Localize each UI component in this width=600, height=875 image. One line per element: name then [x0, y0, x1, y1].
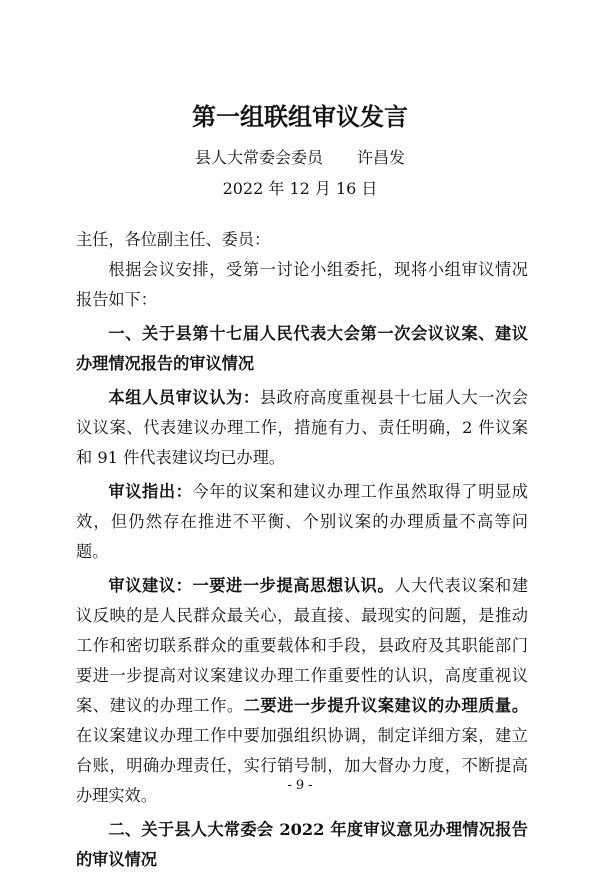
paragraph-text: 在议案建议办理工作中要加强组织协调，制定详细方案，建立台账，明确办理责任，实行销号制，加大督办力度，不断提高办理实效。	[76, 726, 528, 805]
document-date: 2022 年 12 月 16 日	[222, 179, 378, 198]
section-1-paragraph-1	[76, 383, 528, 473]
recommendation-point-2: 二要进一步提升议案建议的办理质量。	[243, 696, 529, 715]
paragraph-text: 今年的议案和建议办理工作虽然取得了明显成效，但仍然存在推进不平衡、个别议案的办理质量不高等问题。	[76, 482, 528, 561]
paragraph-text: 人大代表议案和建议反映的是人民群众最关心，最直接、最现实的问题，是推动工作和密切联系群众的重要载体和手段，县政府及其职能部门要进一步提高对议案建议办理工作重要性的认识，高度重视议案、建议的办理工作。	[76, 576, 529, 715]
page-number: - 9 -	[287, 778, 313, 793]
document-title: 第一组联组审议发言	[192, 102, 408, 131]
author-name: 许昌发	[357, 148, 406, 167]
paragraph-text: 县政府高度重视县十七届人大一次会议议案、代表建议办理工作，措施有力、责任明确，2 件议案和 91 件代表建议均已办理。	[76, 388, 529, 467]
salutation: 主任，各位副主任、委员：	[76, 230, 271, 249]
paragraph-label: 审议指出：	[108, 482, 193, 501]
section-1-heading: 一、关于县第十七届人民代表大会第一次会议议案、建议办理情况报告的审议情况	[76, 324, 528, 373]
paragraph-label: 审议建议：	[108, 576, 193, 595]
paragraph-label: 本组人员审议认为：	[108, 388, 260, 407]
intro-paragraph: 根据会议安排，受第一讨论小组委托，现将小组审议情况报告如下：	[76, 260, 528, 309]
section-1-paragraph-2	[76, 477, 528, 567]
section-1-paragraph-3	[76, 571, 528, 811]
author-position: 县人大常委会委员	[194, 148, 323, 167]
section-2-heading: 二、关于县人大常委会 2022 年度审议意见办理情况报告的审议情况	[76, 820, 528, 869]
recommendation-point-1: 一要进一步提高思想认识。	[192, 576, 395, 595]
author-line	[0, 146, 600, 170]
